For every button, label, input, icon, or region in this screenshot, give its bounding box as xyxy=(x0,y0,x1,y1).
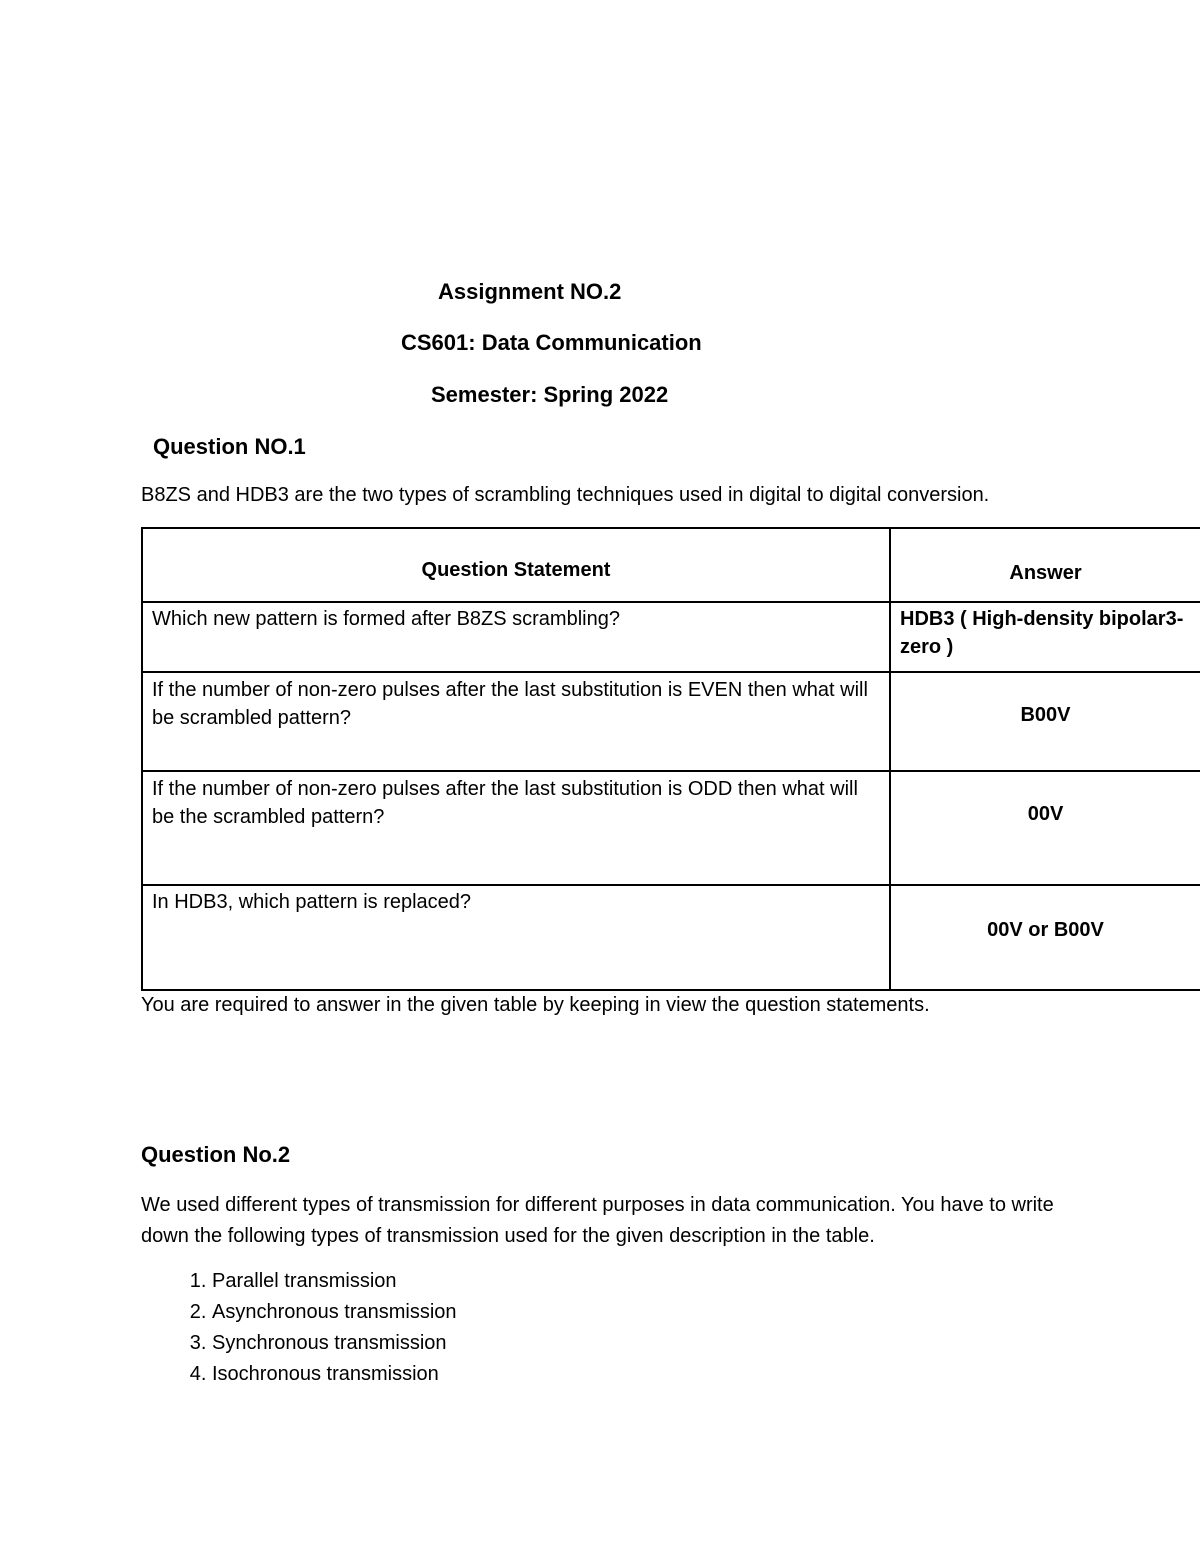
question1-note: You are required to answer in the given table by keeping in view the question statements. xyxy=(141,994,930,1016)
assignment-title: Assignment NO.2 xyxy=(438,279,622,304)
table-row-4-question: In HDB3, which pattern is replaced? xyxy=(152,891,472,913)
question2-intro: We used different types of transmission for different purposes in data communication. You have to write down the following types of transmission used for the given description in the table. xyxy=(141,1194,1054,1247)
table-row-1-question: Which new pattern is formed after B8ZS scrambling? xyxy=(152,608,620,630)
list-item: 2. Asynchronous transmission xyxy=(212,1297,457,1328)
table-row-1-answer: HDB3 ( High-density bipolar3-zero ) xyxy=(900,608,1184,658)
table-row-2-answer: B00V xyxy=(1020,704,1071,726)
course-title: CS601: Data Communication xyxy=(401,330,702,355)
table-row-divider xyxy=(141,671,1200,673)
table-row-divider xyxy=(141,601,1200,603)
table-row-2-question: If the number of non-zero pulses after the last substitution is EVEN then what will be scrambled pattern? xyxy=(152,679,868,729)
table-row-3-question: If the number of non-zero pulses after the last substitution is ODD then what will be the scrambled pattern? xyxy=(152,778,858,828)
table-header-answer: Answer xyxy=(1009,562,1082,584)
list-item: 4. Isochronous transmission xyxy=(212,1359,457,1390)
question1-intro: B8ZS and HDB3 are the two types of scrambling techniques used in digital to digital conversion. xyxy=(141,484,990,506)
table-row-4-answer: 00V or B00V xyxy=(987,919,1104,941)
transmission-types-list xyxy=(168,1266,457,1390)
question1-heading: Question NO.1 xyxy=(153,434,306,459)
list-item: 1. Parallel transmission xyxy=(212,1266,457,1297)
table-row-3-answer: 00V xyxy=(1027,803,1064,825)
semester-title: Semester: Spring 2022 xyxy=(431,382,669,407)
list-item: 3. Synchronous transmission xyxy=(212,1328,457,1359)
table-row-divider xyxy=(141,770,1200,772)
question2-heading: Question No.2 xyxy=(141,1142,291,1167)
table-header-question: Question Statement xyxy=(421,559,611,581)
table-row-divider xyxy=(141,884,1200,886)
